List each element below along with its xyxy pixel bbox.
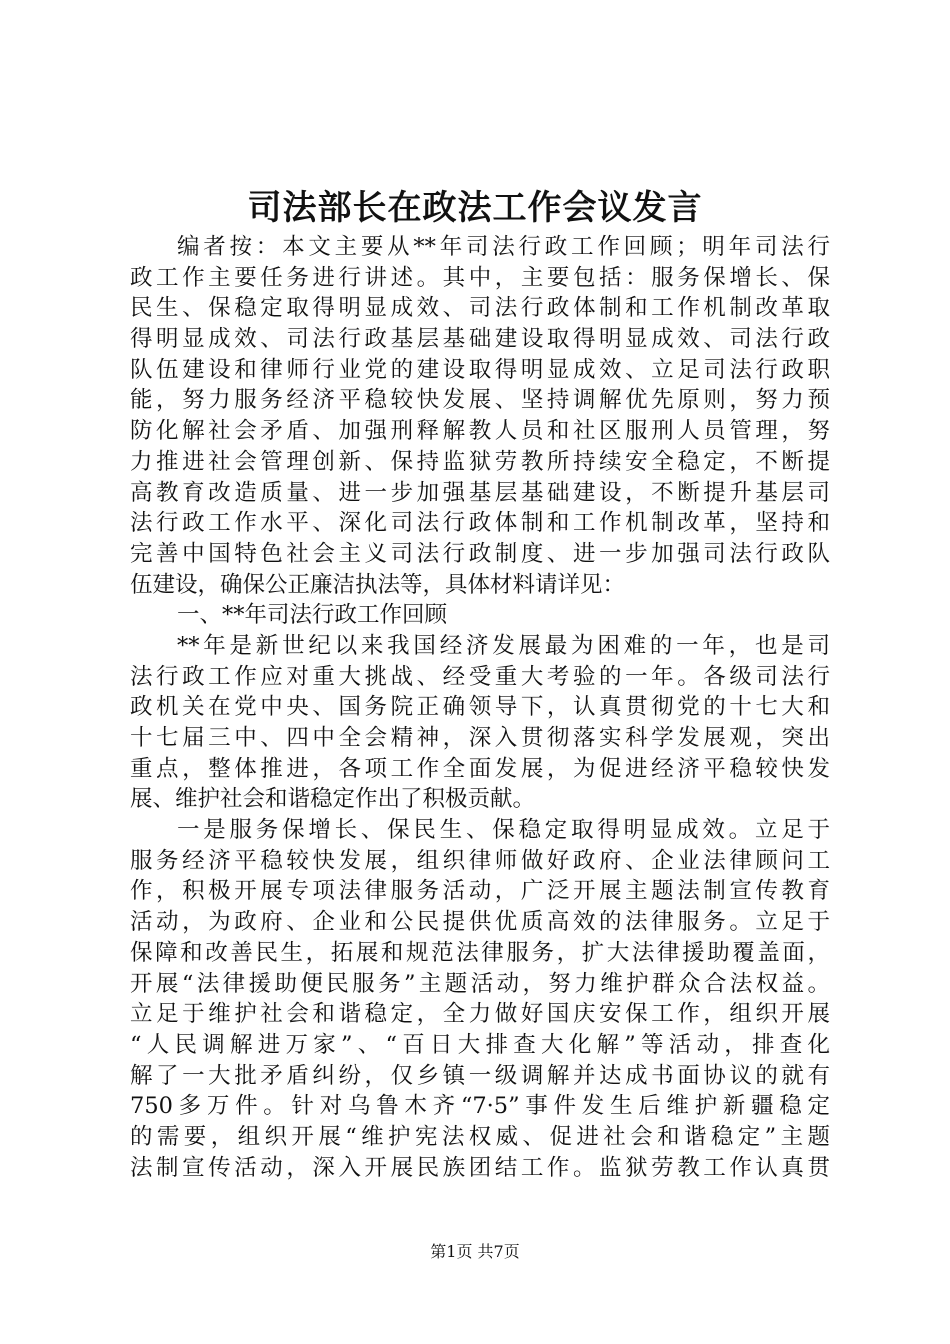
text-line: 法行政工作应对重大挑战、经受重大考验的一年。各级司法行 — [130, 663, 830, 690]
text-line: 活动，为政府、企业和公民提供优质高效的法律服务。立足于 — [130, 909, 830, 936]
text-line: 750多万件。针对乌鲁木齐“7·5”事件发生后维护新疆稳定 — [130, 1093, 830, 1120]
text-line: 防化解社会矛盾、加强刑释解教人员和社区服刑人员管理，努 — [130, 418, 830, 445]
text-line: 法制宣传活动，深入开展民族团结工作。监狱劳教工作认真贯 — [130, 1154, 830, 1181]
text-line: 能，努力服务经济平稳较快发展、坚持调解优先原则，努力预 — [130, 387, 830, 414]
text-line: 力推进社会管理创新、保持监狱劳教所持续安全稳定，不断提 — [130, 448, 830, 475]
text-line: 展、维护社会和谐稳定作出了积极贡献。 — [130, 786, 536, 813]
text-line: 得明显成效、司法行政基层基础建设取得明显成效、司法行政 — [130, 326, 830, 353]
document-title: 司法部长在政法工作会议发言 — [247, 188, 703, 228]
text-line: 开展“法律援助便民服务”主题活动，努力维护群众合法权益。 — [130, 970, 830, 997]
text-line: 高教育改造质量、进一步加强基层基础建设，不断提升基层司 — [130, 479, 830, 506]
text-line: 十七届三中、四中全会精神，深入贯彻落实科学发展观，突出 — [130, 725, 830, 751]
text-line: 编者按：本文主要从**年司法行政工作回顾；明年司法行 — [177, 234, 830, 260]
document-body — [130, 232, 830, 1183]
text-line: 解了一大批矛盾纠纷，仅乡镇一级调解并达成书面协议的就有 — [130, 1062, 830, 1089]
text-line: 民生、保稳定取得明显成效、司法行政体制和工作机制改革取 — [130, 295, 830, 322]
text-line: 完善中国特色社会主义司法行政制度、进一步加强司法行政队 — [130, 540, 830, 567]
text-line: 服务经济平稳较快发展，组织律师做好政府、企业法律顾问工 — [130, 847, 830, 874]
text-line: **年是新世纪以来我国经济发展最为困难的一年，也是司 — [177, 632, 830, 659]
text-line: 保障和改善民生，拓展和规范法律服务，扩大法律援助覆盖面， — [130, 939, 830, 966]
text-line: 政机关在党中央、国务院正确领导下，认真贯彻党的十七大和 — [130, 694, 830, 721]
text-line: 重点，整体推进，各项工作全面发展，为促进经济平稳较快发 — [130, 755, 830, 782]
text-line: 的需要，组织开展“维护宪法权威、促进社会和谐稳定”主题 — [130, 1123, 830, 1150]
text-line: 政工作主要任务进行讲述。其中，主要包括：服务保增长、保 — [130, 264, 830, 291]
text-line: “人民调解进万家”、“百日大排查大化解”等活动，排查化 — [130, 1031, 830, 1058]
page-number-footer: 第1页 共7页 — [430, 1242, 520, 1261]
text-line: 法行政工作水平、深化司法行政体制和工作机制改革，坚持和 — [130, 510, 830, 537]
text-line: 作，积极开展专项法律服务活动，广泛开展主题法制宣传教育 — [130, 878, 830, 905]
text-line: 一是服务保增长、保民生、保稳定取得明显成效。立足于 — [177, 817, 830, 844]
text-line: 立足于维护社会和谐稳定，全力做好国庆安保工作，组织开展 — [130, 1001, 830, 1028]
section-heading: 一、**年司法行政工作回顾 — [177, 602, 448, 629]
text-line: 伍建设，确保公正廉洁执法等，具体材料请详见： — [130, 571, 626, 598]
text-line: 队伍建设和律师行业党的建设取得明显成效、立足司法行政职 — [130, 356, 830, 383]
